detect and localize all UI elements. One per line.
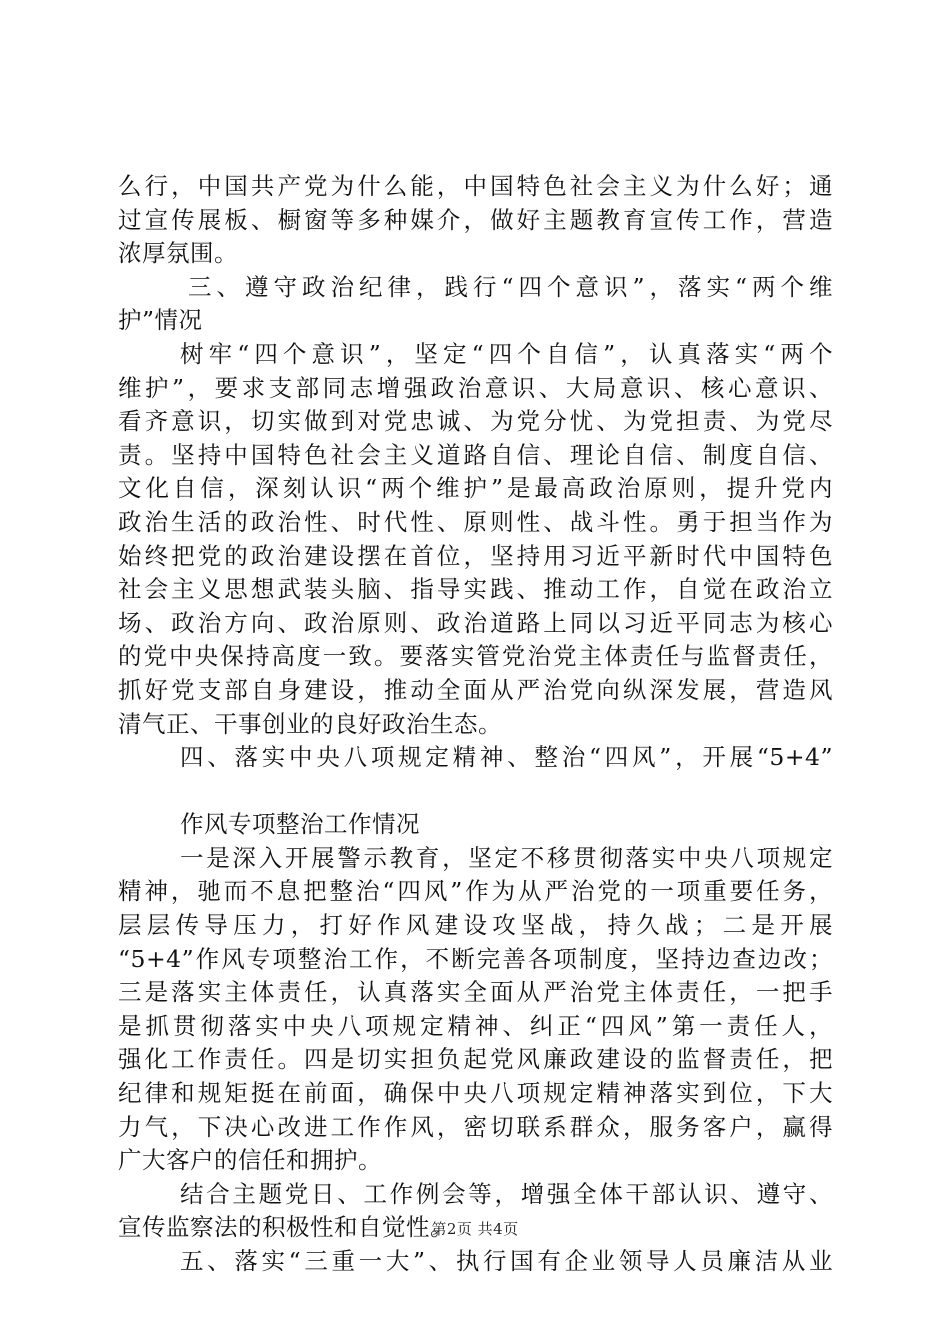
text-line: 广大客户的信任和拥护。 bbox=[118, 1146, 382, 1175]
text-line: 结合主题党日、工作例会等，增强全体干部认识、遵守、 bbox=[180, 1179, 833, 1208]
document-body bbox=[118, 170, 833, 1279]
text-line: 文化自信，深刻认识“两个维护”是最高政治原则，提升党内 bbox=[118, 474, 833, 503]
text-line: 责。坚持中国特色社会主义道路自信、理论自信、制度自信、 bbox=[118, 440, 833, 469]
section-heading-4-cont: 作风专项整治工作情况 bbox=[180, 810, 420, 839]
text-line: 政治生活的政治性、时代性、原则性、战斗性。勇于担当作为 bbox=[118, 507, 833, 536]
text-line: 的党中央保持高度一致。要落实管党治党主体责任与监督责任， bbox=[118, 642, 833, 671]
section-heading-4: 四、落实中央八项规定精神、整治“四风”，开展“5+4” bbox=[180, 743, 833, 772]
text-line: 始终把党的政治建设摆在首位，坚持用习近平新时代中国特色 bbox=[118, 541, 833, 570]
page-number-footer: 第2页 共4页 bbox=[431, 1220, 519, 1238]
text-line: 宣传监察法的积极性和自觉性。 bbox=[118, 1213, 454, 1242]
text-line: 精神，驰而不息把整治“四风”作为从严治党的一项重要任务， bbox=[118, 877, 833, 906]
section-heading-5: 五、落实“三重一大”、执行国有企业领导人员廉洁从业 bbox=[180, 1247, 833, 1275]
section-heading-3: 三、遵守政治纪律，践行“四个意识”，落实“两个维 bbox=[188, 272, 833, 301]
text-line: 三是落实主体责任，认真落实全面从严治党主体责任，一把手 bbox=[118, 978, 833, 1007]
text-line: 社会主义思想武装头脑、指导实践、推动工作，自觉在政治立 bbox=[118, 575, 833, 604]
text-line: 一是深入开展警示教育，坚定不移贯彻落实中央八项规定 bbox=[180, 843, 833, 872]
text-line: 浓厚氛围。 bbox=[118, 239, 238, 268]
text-line: 层层传导压力，打好作风建设攻坚战，持久战；二是开展 bbox=[118, 911, 833, 940]
section-heading-3-cont: 护”情况 bbox=[118, 306, 203, 335]
text-line: 树牢“四个意识”，坚定“四个自信”，认真落实“两个 bbox=[180, 339, 833, 368]
text-line: 清气正、干事创业的良好政治生态。 bbox=[118, 709, 502, 738]
text-line: 看齐意识，切实做到对党忠诚、为党分忧、为党担责、为党尽 bbox=[118, 407, 833, 436]
text-line: 过宣传展板、橱窗等多种媒介，做好主题教育宣传工作，营造 bbox=[118, 205, 833, 234]
text-line: 抓好党支部自身建设，推动全面从严治党向纵深发展，营造风 bbox=[118, 675, 833, 704]
text-line: 纪律和规矩挺在前面，确保中央八项规定精神落实到位，下大 bbox=[118, 1079, 833, 1108]
text-line: 强化工作责任。四是切实担负起党风廉政建设的监督责任，把 bbox=[118, 1045, 833, 1074]
text-line: 力气，下决心改进工作作风，密切联系群众，服务客户，赢得 bbox=[118, 1112, 833, 1141]
blank-gap bbox=[118, 775, 833, 809]
text-line: 场、政治方向、政治原则、政治道路上同以习近平同志为核心 bbox=[118, 608, 833, 637]
text-line: 维护”，要求支部同志增强政治意识、大局意识、核心意识、 bbox=[118, 373, 833, 402]
text-line: 么行，中国共产党为什么能，中国特色社会主义为什么好；通 bbox=[118, 172, 833, 200]
text-line: 是抓贯彻落实中央八项规定精神、纠正“四风”第一责任人， bbox=[118, 1011, 833, 1040]
text-line: “5+4”作风专项整治工作，不断完善各项制度，坚持边查边改； bbox=[118, 944, 833, 973]
